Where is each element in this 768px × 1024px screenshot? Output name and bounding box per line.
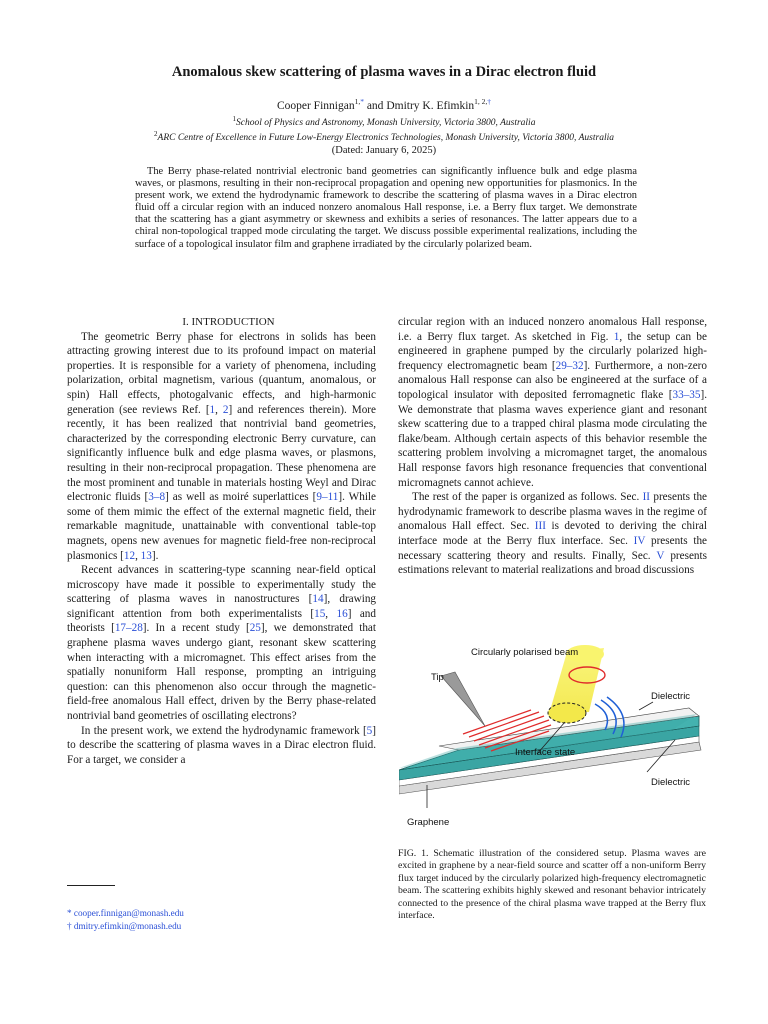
affiliation-number: 1	[232, 115, 237, 123]
affiliation	[0, 115, 768, 128]
footnote-divider	[67, 885, 115, 886]
intro-paragraph-2: Recent advances in scattering-type scanning near-field optical microscopy have made it possible to experimentally study the scattering of plasma waves in nanostructures [14], drawing significant attention from both experimentalists [15, 16] and theorists [17–28]. In a recent study [25], we demonstrated that graphene plasma waves undergo giant, resonant skew scattering when interacting with a micromagnet. This effect arises from the spatially nonuniform Hall response, prompting an intriguing question: can this phenomenon also occur through the magnetic-field-free anomalous Hall effect, driven by the Berry phase-related nontrivial band geometries of oscillating electrons?	[67, 564, 377, 723]
citation-link[interactable]: 2	[222, 403, 229, 416]
tip-cone	[441, 672, 485, 726]
affiliation-text: ARC Centre of Excellence in Future Low-Energy Electronics Technologies, Monash University, Victoria 3800, Australia	[157, 133, 614, 144]
section-link[interactable]: V	[656, 549, 665, 562]
citation-link[interactable]: 29–32	[555, 359, 584, 372]
citation-link[interactable]: 14	[312, 593, 324, 606]
email-link[interactable]: cooper.finnigan@monash.edu	[73, 908, 184, 918]
section-link[interactable]: III	[534, 520, 546, 533]
right-column	[398, 315, 707, 578]
footnote	[67, 908, 184, 918]
graphene-label: Graphene	[407, 817, 450, 828]
citation-link[interactable]: 33–35	[672, 388, 701, 401]
author-name: Dmitry K. Efimkin	[386, 99, 475, 112]
author-affil-sup: 1, 2,	[474, 97, 488, 106]
left-column	[67, 315, 376, 767]
citation-link[interactable]: 15	[314, 607, 326, 620]
interface-label: Interface state	[515, 747, 576, 758]
beam-label: Circularly polarised beam	[471, 647, 579, 658]
citation-link[interactable]: 12	[123, 549, 136, 562]
author-name: Cooper Finnigan	[276, 99, 355, 112]
author-affil-sup: 1,	[354, 97, 361, 106]
author-and: and	[363, 99, 387, 112]
dielectric-arrow	[639, 702, 653, 710]
footnote-mark: *	[67, 908, 72, 918]
citation-link[interactable]: 5	[366, 724, 373, 737]
paper-title: Anomalous skew scattering of plasma waves in a Dirac electron fluid	[171, 64, 597, 80]
abstract: The Berry phase-related nontrivial electronic band geometries can significantly influence bulk and edge plasma waves, or plasmons, resulting in their non-reciprocal propagation and opening new opportunities for plasmonics. In the present work, we extend the hydrodynamic framework to describe the scattering of plasma waves in a Dirac electron fluid off a circular region with an induced nonzero anomalous Hall response, i.e. a Berry flux target. We demonstrate that the scattering has a giant asymmetry or skewness and exhibits a series of resonances. The latter appears due to a chiral non-topological trapped mode circulating the target. We discuss possible experimental realizations, including the surface of a topological insulator film and graphene irradiated by the circularly polarized beam.	[135, 166, 637, 250]
section-link[interactable]: IV	[633, 534, 646, 547]
figure-link[interactable]: 1	[613, 330, 620, 343]
dielectric-top-label: Dielectric	[651, 691, 691, 702]
citation-link[interactable]: 25	[249, 622, 261, 635]
berry-flux-target	[548, 703, 586, 723]
affiliation-number: 2	[154, 130, 158, 138]
citation-link[interactable]: 13	[140, 549, 152, 562]
footnote	[67, 921, 181, 931]
right-paragraph-1: circular region with an induced nonzero anomalous Hall response, i.e. a Berry flux target. As sketched in Fig. 1, the setup can be engineered in graphene pumped by the circularly polarized high-frequency electromagnetic beam [29–32]. Furthermore, a non-zero anomalous Hall response can also be engineered at the surface of a topological insulator with deposited ferromagnetic flake [33–35]. We demonstrate that plasma waves experience giant and resonant skew scattering due to a trapped chiral plasma mode circulating the flake/beam. Although certain aspects of this behavior resemble the scattering problem involving a micromagnet target, the anomalous Hall response favors high resonance frequencies that conventional micromagnets cannot achieve.	[398, 316, 707, 489]
citation-link[interactable]: 9–11	[316, 491, 339, 504]
figure-1-schematic	[399, 642, 707, 832]
figure-caption: FIG. 1. Schematic illustration of the considered setup. Plasma waves are excited in graphene by a near-field source and scatter off a non-uniform Berry flux target induced by the circularly polarized high-frequency electromagnetic beam. The scattering exhibits highly skewed and resonant behavior intricately connected to the presence of the chiral plasma wave trapped at the Berry flux interface.	[398, 848, 706, 922]
section-link[interactable]: II	[642, 491, 651, 504]
citation-link[interactable]: 17–28	[114, 622, 143, 635]
dielectric-bottom-label: Dielectric	[651, 777, 691, 788]
footnote-link[interactable]: †	[487, 97, 492, 106]
tip-label: Tip	[431, 672, 444, 683]
footnote-link[interactable]: *	[360, 97, 364, 106]
citation-link[interactable]: 16	[336, 607, 348, 620]
intro-paragraph-1: The geometric Berry phase for electrons in solids has been attracting growing interest due to its profound impact on material properties. It is responsible for a variety of phenomena, including polarization, orbital magnetism, various (quantum, anomalous, or spin) Hall effects, photogalvanic effects, and high-harmonic generation (see reviews Ref. [1, 2] and references therein). More recently, it has been realized that nontrivial band geometries, characterized by the corresponding electronic Berry curvature, can significantly influence bulk and edge plasma waves, or plasmons, resulting in their non-reciprocal propagation. These phenomena are the most prominent and tunable in materials hosting Weyl and Dirac electronic fluids [3–8] as well as moiré superlattices [9–11]. While some of them mimic the effect of the external magnetic field, their remarkable magnitude, unattainable with conventional table-top magnets, opens new avenues for magnetic field-free non-reciprocal plasmonics [12, 13].	[67, 330, 377, 562]
affiliation-text: School of Physics and Astronomy, Monash University, Victoria 3800, Australia	[236, 118, 536, 129]
citation-link[interactable]: 3–8	[148, 491, 166, 504]
date-line: (Dated: January 6, 2025)	[331, 145, 437, 156]
right-paragraph-2: The rest of the paper is organized as follows. Sec. II presents the hydrodynamic framework to describe plasma waves in the regime of anomalous Hall effect. Sec. III is devoted to deriving the chiral interface mode at the Berry flux interface. Sec. IV presents the necessary scattering theory and results. Finally, Sec. V presents estimations relevant to material realizations and broad discussions	[398, 491, 708, 577]
intro-paragraph-3: In the present work, we extend the hydrodynamic framework [5] to describe the scattering of plasma waves in a Dirac electron fluid. For a target, we consider a	[67, 724, 376, 766]
section-heading: I. INTRODUCTION	[182, 316, 275, 328]
email-link[interactable]: dmitry.efimkin@monash.edu	[73, 921, 182, 931]
footnote-mark: †	[67, 921, 72, 931]
author-line	[0, 97, 768, 112]
citation-link[interactable]: 1	[209, 403, 216, 416]
affiliation	[0, 130, 768, 143]
